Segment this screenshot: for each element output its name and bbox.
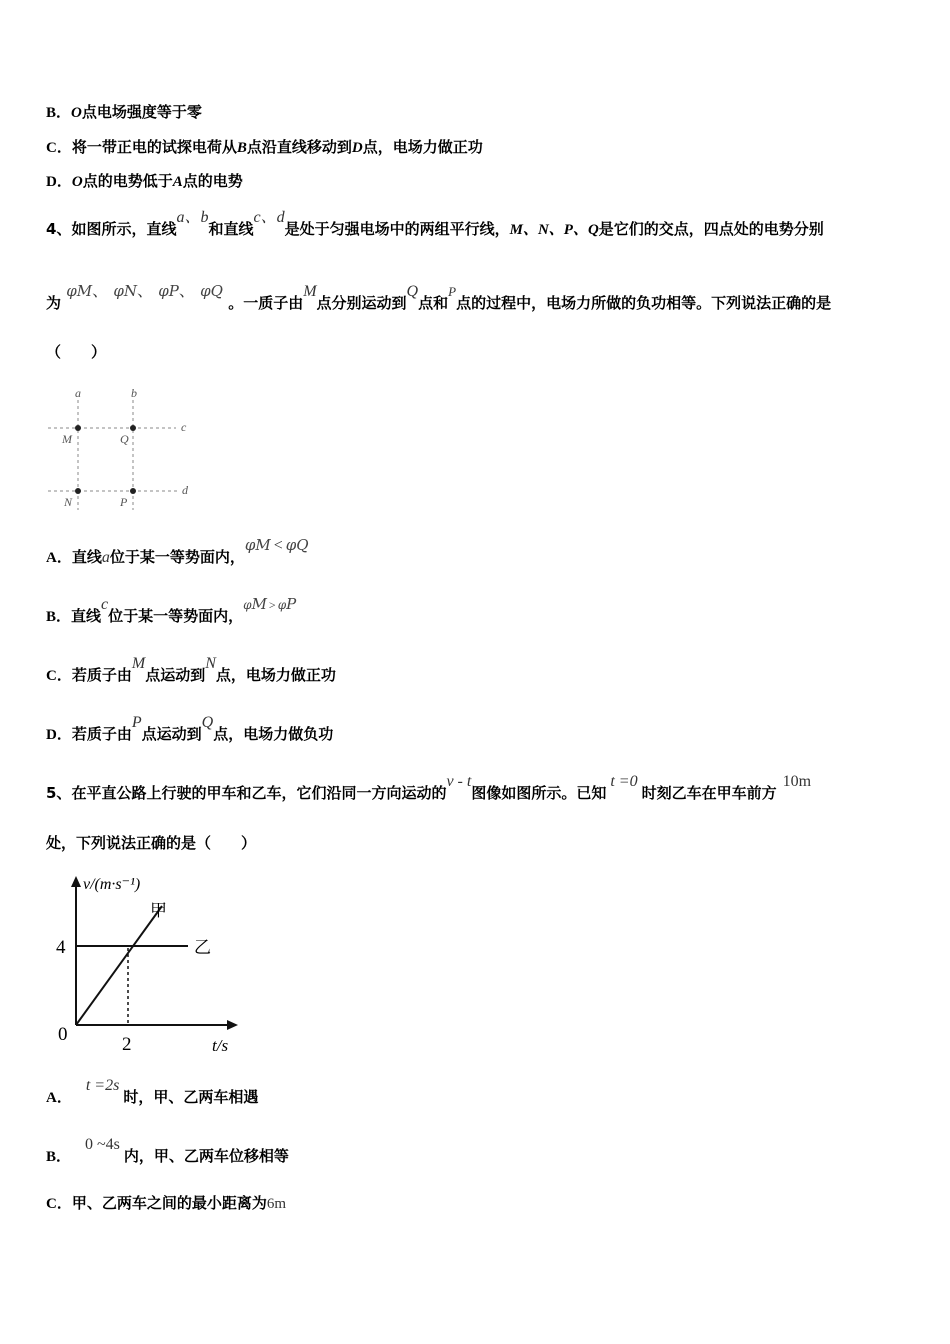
vt-yi-label: 乙 <box>194 938 211 957</box>
vt-y4: 4 <box>56 937 66 958</box>
question-4-line-2: 为 φM、 φN、 φP、 φQ 。一质子由M点分别运动到Q点和P点的过程中，电场力所做的负功相等。下列说法正确的是 <box>46 282 832 312</box>
label-b: b <box>131 386 137 400</box>
option-4d: D．若质子由P点运动到Q点，电场力做负功 <box>46 714 334 743</box>
label-N: N <box>64 495 73 509</box>
label-M: M <box>62 432 72 446</box>
option-4b: B．直线c位于某一等势面内，$^{\varphi M > \varphi P}$ <box>46 595 297 625</box>
option-4c: C．若质子由M点运动到N点，电场力做正功 <box>46 655 336 684</box>
figure-grid-lines <box>40 380 210 520</box>
option-3c: C．将一带正电的试探电荷从B点沿直线移动到D点，电场力做正功 <box>46 138 483 156</box>
option-3d: D．O点的电势低于A点的电势 <box>46 172 243 190</box>
label-a: a <box>75 386 81 400</box>
question-5-line-1: 5、在平直公路上行驶的甲车和乙车，它们沿同一方向运动的v - t图像如图所示。已知t =0时刻乙车在甲车前方10m <box>46 773 812 802</box>
label-P: P <box>120 495 128 509</box>
vt-jia-label: 甲 <box>150 901 167 920</box>
point-Q <box>130 425 136 431</box>
point-N <box>75 488 81 494</box>
option-5c: C．甲、乙两车之间的最小距离为6m <box>46 1194 287 1212</box>
option-5a: A．t =2s时，甲、乙两车相遇 <box>46 1077 259 1106</box>
vt-xlabel: t/s <box>212 1036 229 1055</box>
vt-origin: 0 <box>58 1024 68 1045</box>
label-c: c <box>181 420 187 434</box>
question-5-line-2: 处，下列说法正确的是（ ） <box>46 834 257 852</box>
label-d: d <box>182 483 188 497</box>
option-4a: A．直线a位于某一等势面内，φM < φQ <box>46 536 309 566</box>
line-jia <box>76 906 162 1025</box>
option-3b: B．O点电场强度等于零 <box>46 103 202 121</box>
point-M <box>75 425 81 431</box>
t-axis-arrow <box>227 1020 238 1030</box>
vt-x2: 2 <box>122 1034 132 1055</box>
v-axis-arrow <box>71 876 81 887</box>
point-P <box>130 488 136 494</box>
question-4-paren: （ ） <box>46 343 107 361</box>
question-4-line-1: 4、如图所示，直线a、b和直线c、d是处于匀强电场中的两组平行线，M、N、P、Q是它们的交点，四点处的电势分别 <box>46 209 824 238</box>
label-Q: Q <box>120 432 129 446</box>
vt-graph <box>50 868 250 1058</box>
option-5b: B．0 ~4s内，甲、乙两车位移相等 <box>46 1136 289 1165</box>
vt-ylabel: v/(m·s⁻¹) <box>83 876 141 893</box>
